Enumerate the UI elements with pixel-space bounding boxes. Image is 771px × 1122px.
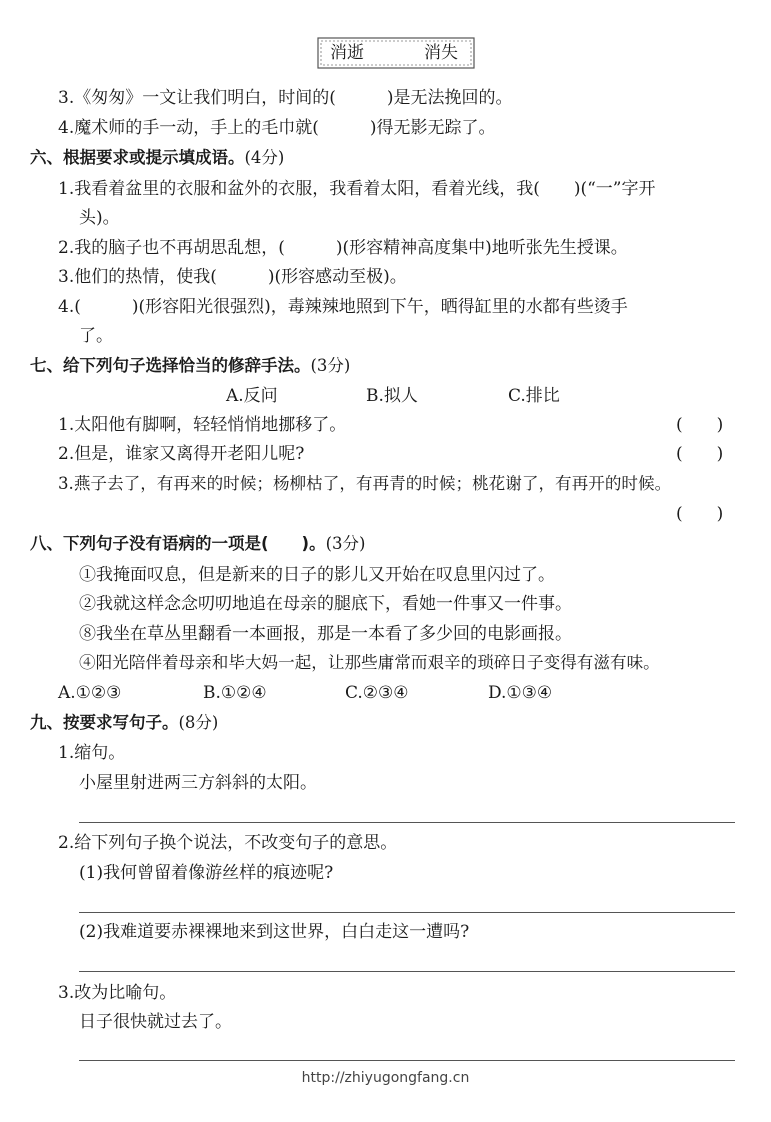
option-c: C.排比 — [508, 386, 560, 406]
section-9-title — [30, 711, 218, 735]
question-9-2-2: (2)我难道要赤裸裸地来到这世界，白白走这一遭吗? — [79, 922, 470, 942]
section-6-points: (4分) — [244, 148, 285, 167]
section-8-points: (3分) — [325, 534, 366, 553]
header-word-2: 消失 — [424, 43, 458, 63]
sentence-8-4: ④阳光陪伴着母亲和毕大妈一起，让那些庸常而艰辛的琐碎日子变得有滋有味。 — [79, 653, 660, 672]
question-6-2: 2.我的脑子也不再胡思乱想，( )(形容精神高度集中)地听张先生授课。 — [58, 238, 628, 258]
question-9-1-sentence: 小屋里射进两三方斜斜的太阳。 — [79, 773, 317, 793]
question-6-1-cont: 头)。 — [79, 208, 120, 228]
option-a: A.反问 — [226, 386, 278, 406]
section-7-title-text: 七、给下列句子选择恰当的修辞手法。 — [30, 356, 311, 375]
question-9-1: 1.缩句。 — [58, 743, 126, 763]
answer-paren-7-1[interactable]: ( ) — [676, 415, 724, 435]
answer-line-9-2-1[interactable] — [79, 912, 735, 913]
question-7-1: 1.太阳他有脚啊，轻轻悄悄地挪移了。 — [58, 415, 347, 435]
question-5-4: 4.魔术师的手一动，手上的毛巾就( )得无影无踪了。 — [58, 118, 496, 138]
question-9-3-sentence: 日子很快就过去了。 — [79, 1012, 232, 1032]
question-6-3: 3.他们的热情，使我( )(形容感动至极)。 — [58, 267, 407, 287]
answer-choice-d: D.①③④ — [488, 683, 553, 703]
header-word-1: 消逝 — [330, 43, 364, 63]
sentence-8-2: ②我就这样念念叨叨地追在母亲的腿底下，看她一件事又一件事。 — [79, 594, 572, 614]
section-7-title — [30, 354, 350, 378]
question-9-2: 2.给下列句子换个说法，不改变句子的意思。 — [58, 833, 398, 853]
question-7-3: 3.燕子去了，有再来的时候；杨柳枯了，有再青的时候；桃花谢了，有再开的时候。 — [58, 474, 672, 493]
answer-paren-7-3[interactable]: ( ) — [676, 504, 724, 524]
sentence-8-3: ⑧我坐在草丛里翻看一本画报，那是一本看了多少回的电影画报。 — [79, 624, 572, 644]
question-9-3: 3.改为比喻句。 — [58, 983, 177, 1003]
answer-line-9-1[interactable] — [79, 822, 735, 823]
answer-line-9-2-2[interactable] — [79, 971, 735, 972]
question-9-2-1: (1)我何曾留着像游丝样的痕迹呢? — [79, 863, 334, 883]
section-9-points: (8分) — [178, 713, 219, 732]
question-5-3: 3.《匆匆》一文让我们明白，时间的( )是无法挽回的。 — [58, 88, 513, 108]
answer-paren-7-2[interactable]: ( ) — [676, 444, 724, 464]
section-8-title-text: 八、下列句子没有语病的一项是( )。 — [30, 534, 326, 553]
answer-line-9-3[interactable] — [79, 1060, 735, 1061]
section-8-title — [30, 532, 365, 556]
option-b: B.拟人 — [366, 386, 418, 406]
answer-choice-b: B.①②④ — [203, 683, 267, 703]
question-6-4-cont: 了。 — [79, 326, 113, 346]
question-7-2: 2.但是，谁家又离得开老阳儿呢? — [58, 444, 305, 464]
question-6-4: 4.( )(形容阳光很强烈)，毒辣辣地照到下午，晒得缸里的水都有些烫手 — [58, 297, 628, 317]
header-word-box — [316, 36, 476, 70]
question-6-1: 1.我看着盆里的衣服和盆外的衣服，我看着太阳，看着光线，我( )(“一”字开 — [58, 179, 656, 199]
section-6-title-text: 六、根据要求或提示填成语。 — [30, 148, 245, 167]
sentence-8-1: ①我掩面叹息，但是新来的日子的影儿又开始在叹息里闪过了。 — [79, 565, 555, 585]
section-6-title — [30, 146, 284, 170]
section-7-points: (3分) — [310, 356, 351, 375]
section-9-title-text: 九、按要求写句子。 — [30, 713, 179, 732]
footer-url: http://zhiyugongfang.cn — [301, 1070, 470, 1086]
answer-choice-c: C.②③④ — [345, 683, 409, 703]
answer-choice-a: A.①②③ — [58, 683, 122, 703]
